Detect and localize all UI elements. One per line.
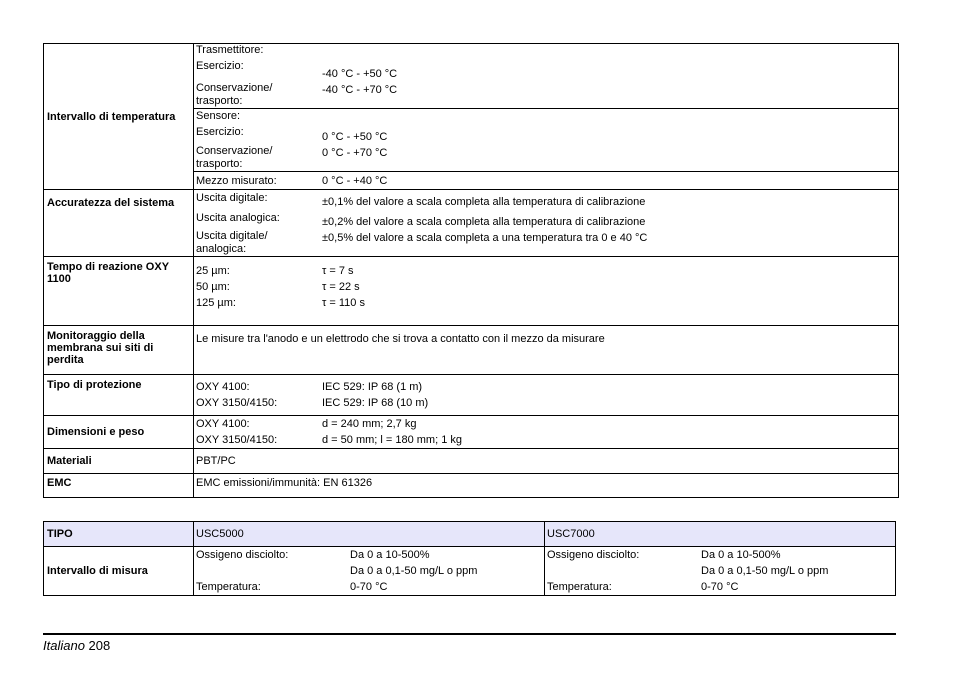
- oxygen-value: Da 0 a 10-500%: [350, 549, 430, 561]
- protection-label: Tipo di protezione: [44, 375, 194, 416]
- temperature-key: Temperatura:: [547, 581, 612, 593]
- sensor-storage-key: Conservazione/ trasporto:: [196, 145, 273, 170]
- oxygen-value: Da 0 a 0,1-50 mg/L o ppm: [350, 565, 478, 577]
- sensor-storage-value: 0 °C - +70 °C: [322, 147, 388, 159]
- footer-rule: [43, 633, 896, 635]
- oxygen-key: Ossigeno disciolto:: [196, 549, 289, 561]
- emc-value: EMC emissioni/immunità: EN 61326: [194, 474, 899, 498]
- response-time-row: [44, 257, 899, 326]
- leak-monitoring-label: Monitoraggio della membrana sui siti di perdita: [44, 326, 194, 375]
- medium-value: 0 °C - +40 °C: [322, 174, 388, 187]
- emc-label: EMC: [44, 474, 194, 498]
- accuracy-digital-value: ±0,1% del valore a scala completa alla temperatura di calibrazione: [322, 196, 646, 208]
- oxygen-key: Ossigeno disciolto:: [547, 549, 640, 561]
- sensor-operation-key: Esercizio:: [196, 126, 244, 138]
- temperature-transmitter-row: [44, 44, 899, 109]
- accuracy-analog-value: ±0,2% del valore a scala completa alla temperatura di calibrazione: [322, 216, 646, 228]
- specifications-table: [43, 43, 899, 498]
- temperature-label: Intervallo di temperatura: [44, 44, 194, 190]
- type-col2-header: USC7000: [545, 522, 896, 547]
- accuracy-label: Accuratezza del sistema: [44, 190, 194, 257]
- oxygen-value: Da 0 a 0,1-50 mg/L o ppm: [701, 565, 829, 577]
- response-item: 25 µm: τ = 7 s: [196, 265, 354, 277]
- transmitter-operation-key: Esercizio:: [196, 60, 244, 72]
- dimensions-item: OXY 4100: d = 240 mm; 2,7 kg: [196, 418, 417, 430]
- accuracy-row: [44, 190, 899, 257]
- type-col1-header: USC5000: [194, 522, 545, 547]
- medium-key: Mezzo misurato:: [196, 174, 277, 187]
- temperature-value: 0-70 °C: [701, 581, 739, 593]
- response-item: 50 µm: τ = 22 s: [196, 281, 360, 293]
- range-col1: [194, 547, 545, 596]
- range-col2: [545, 547, 896, 596]
- sensor-heading: Sensore:: [196, 110, 241, 122]
- accuracy-digital-analog-value: ±0,5% del valore a scala completa a una temperatura tra 0 e 40 °C: [322, 232, 648, 244]
- dimensions-row: [44, 416, 899, 449]
- protection-row: [44, 375, 899, 416]
- measuring-range-label: Intervallo di misura: [44, 547, 194, 596]
- accuracy-digital-key: Uscita digitale:: [196, 192, 268, 204]
- accuracy-analog-key: Uscita analogica:: [196, 212, 280, 224]
- materials-value: PBT/PC: [194, 449, 899, 474]
- response-item: 125 µm: τ = 110 s: [196, 297, 365, 309]
- leak-monitoring-row: [44, 326, 899, 375]
- temperature-key: Temperatura:: [196, 581, 261, 593]
- sensor-operation-value: 0 °C - +50 °C: [322, 131, 388, 143]
- response-time-label: Tempo di reazione OXY 1100: [44, 257, 194, 326]
- temperature-value: 0-70 °C: [350, 581, 388, 593]
- type-header-row: [44, 522, 896, 547]
- protection-item: OXY 3150/4150: IEC 529: IP 68 (10 m): [196, 397, 429, 409]
- footer-language: Italiano: [43, 638, 85, 653]
- accuracy-digital-analog-key: Uscita digitale/ analogica:: [196, 230, 268, 255]
- emc-row: [44, 474, 899, 498]
- protection-item: OXY 4100: IEC 529: IP 68 (1 m): [196, 381, 423, 393]
- oxygen-value: Da 0 a 10-500%: [701, 549, 781, 561]
- transmitter-storage-key: Conservazione/ trasporto:: [196, 82, 273, 107]
- dimensions-label: Dimensioni e peso: [44, 416, 194, 449]
- materials-label: Materiali: [44, 449, 194, 474]
- dimensions-item: OXY 3150/4150: d = 50 mm; l = 180 mm; 1 kg: [196, 434, 463, 446]
- type-label: TIPO: [44, 522, 194, 547]
- transmitter-heading: Trasmettitore:: [196, 44, 264, 56]
- materials-row: [44, 449, 899, 474]
- transmitter-operation-value: -40 °C - +50 °C: [322, 68, 398, 80]
- page-footer: [43, 638, 110, 653]
- measuring-range-row: [44, 547, 896, 596]
- page-number: 208: [88, 638, 111, 653]
- type-table: [43, 521, 896, 596]
- leak-monitoring-value: Le misure tra l'anodo e un elettrodo che si trova a contatto con il mezzo da misurare: [194, 326, 899, 375]
- transmitter-storage-value: -40 °C - +70 °C: [322, 84, 398, 96]
